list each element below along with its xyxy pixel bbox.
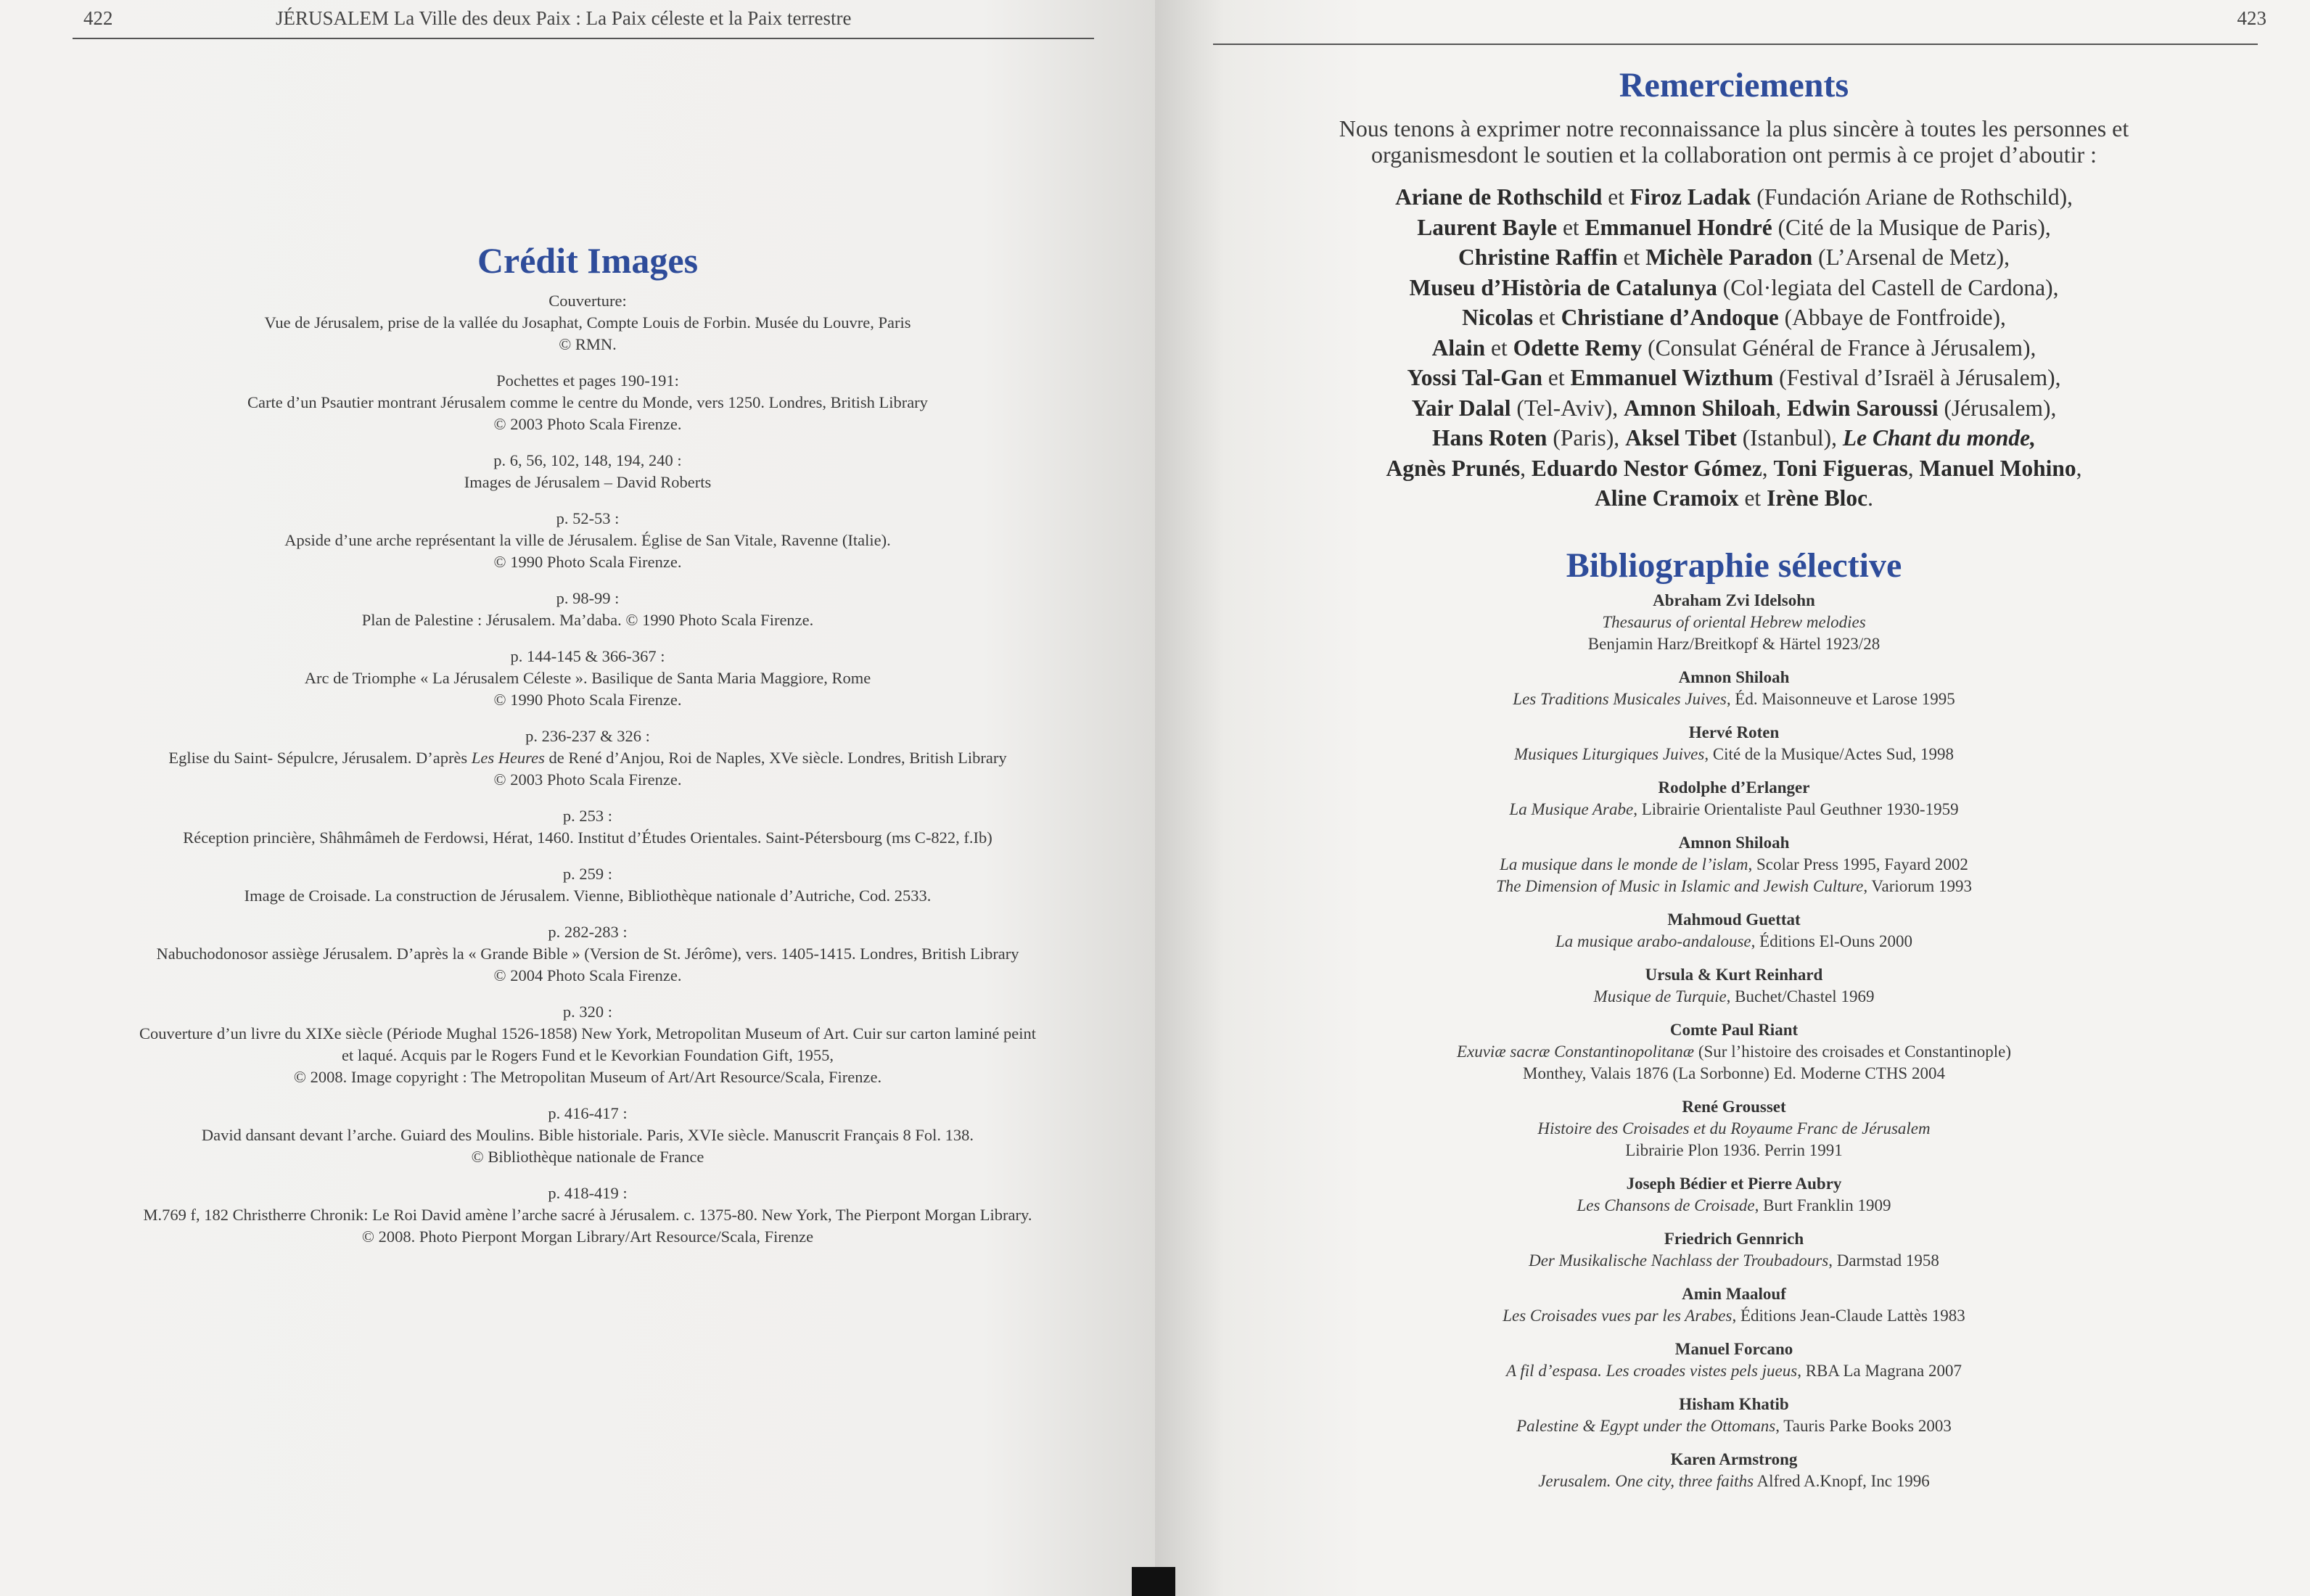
biblio-author: Hisham Khatib [1679,1395,1789,1413]
thanks-name: Yair Dalal [1411,395,1511,421]
credit-line: p. 144-145 & 366-367 : [510,647,665,665]
book-gutter [1132,1567,1175,1596]
biblio-author: Abraham Zvi Idelsohn [1653,591,1815,609]
thanks-name: Aksel Tibet [1625,425,1737,451]
thanks-row: Nicolas et Christiane d’Andoque (Abbaye de Fontfroide), [1462,305,2006,330]
biblio-reference: La Musique Arabe, Librairie Orientaliste Paul Geuthner 1930-1959 [1509,800,1959,818]
thanks-name: Odette Remy [1513,334,1643,361]
biblio-title: Thesaurus of oriental Hebrew melodies [1602,613,1866,631]
credit-line: Pochettes et pages 190-191: [496,371,679,390]
credit-line: p. 6, 56, 102, 148, 194, 240 : [493,451,682,469]
biblio-title: Exuviæ sacræ Constantinopolitanæ [1456,1042,1695,1061]
page-number-left: 422 [83,7,113,29]
credit-entry [73,1001,1103,1088]
credit-line: p. 236-237 & 326 : [525,727,650,745]
biblio-title: La musique arabo-andalouse [1555,932,1751,950]
biblio-reference: Les Traditions Musicales Juives, Éd. Maisonneuve et Larose 1995 [1513,690,1955,708]
thanks-name: Alain [1431,334,1486,361]
credit-line: Couverture: [548,292,627,310]
biblio-author: Friedrich Gennrich [1664,1230,1804,1248]
biblio-reference: Les Chansons de Croisade, Burt Franklin 1909 [1577,1196,1891,1214]
credit-line: p. 253 : [562,807,613,825]
biblio-title: Musiques Liturgiques Juives [1513,745,1705,763]
thanks-list [1233,182,2235,514]
credit-entry [73,805,1103,849]
credit-line: p. 282-283 : [548,923,628,941]
biblio-reference [1233,1118,2235,1140]
credit-images-title: Crédit Images [477,240,699,281]
remerciements-title: Remerciements [1619,66,1849,104]
biblio-entry [1233,832,2235,897]
credit-line: p. 418-419 : [548,1184,628,1202]
biblio-title: La musique dans le monde de l’islam [1500,855,1748,873]
biblio-reference: Musique de Turquie, Buchet/Chastel 1969 [1593,987,1875,1005]
credit-line: Images de Jérusalem – David Roberts [464,473,712,491]
credit-line: © 2003 Photo Scala Firenze. [493,770,682,789]
biblio-reference: La musique dans le monde de l’islam, Scolar Press 1995, Fayard 2002 [1500,855,1968,873]
biblio-reference: Der Musikalische Nachlass der Troubadours, Darmstad 1958 [1529,1251,1939,1270]
credit-line: Vue de Jérusalem, prise de la vallée du Josaphat, Compte Louis de Forbin. Musée du Louvre, Paris [264,313,911,332]
biblio-entry [1233,909,2235,953]
biblio-author: Ursula & Kurt Reinhard [1645,966,1823,984]
credit-line: p. 320 : [562,1003,613,1021]
biblio-author: Amnon Shiloah [1678,834,1790,852]
credit-line: Eglise du Saint- Sépulcre, Jérusalem. D’après Les Heures de René d’Anjou, Roi de Naples, XVe siècle. Londres, British Library [168,749,1007,767]
biblio-entry [1233,722,2235,765]
biblio-entry [1233,1096,2235,1161]
thanks-name: Museu d’Història de Catalunya [1409,274,1717,300]
biblio-title: Palestine & Egypt under the Ottomans [1516,1417,1776,1435]
biblio-entry [1233,1228,2235,1272]
credits-list [73,290,1103,1248]
biblio-title: The Dimension of Music in Islamic and Jewish Culture [1495,877,1864,895]
biblio-reference: Musiques Liturgiques Juives, Cité de la Musique/Actes Sud, 1998 [1513,745,1955,763]
credit-line: Image de Croisade. La construction de Jérusalem. Vienne, Bibliothèque nationale d’Autriche, Cod. 2533. [244,887,932,905]
biblio-author: Comte Paul Riant [1669,1021,1799,1039]
credit-entry [73,1103,1103,1168]
thanks-name: Eduardo Nestor Gómez [1531,455,1762,481]
biblio-entry [1233,1338,2235,1382]
credit-line: David dansant devant l’arche. Guiard des Moulins. Bible historiale. Paris, XVIe siècle. Manuscrit Français 8 Fol. 138. [201,1126,974,1144]
credit-entry [73,588,1103,631]
biblio-entry [1233,1394,2235,1437]
biblio-entry [1233,1449,2235,1492]
biblio-reference: A fil d’espasa. Les croades vistes pels jueus, RBA La Magrana 2007 [1506,1362,1962,1380]
credit-line: © Bibliothèque nationale de France [471,1148,704,1166]
credit-entry [73,508,1103,573]
thanks-name: Toni Figueras [1773,455,1908,481]
biblio-author: Karen Armstrong [1670,1450,1798,1468]
credit-entry [73,921,1103,987]
thanks-name: Christine Raffin [1458,244,1618,270]
biblio-title: A fil d’espasa. Les croades vistes pels jueus [1506,1362,1798,1380]
thanks-title: Le Chant du monde, [1842,425,2036,451]
credit-images-section [73,239,1103,1262]
thanks-row: Aline Cramoix et Irène Bloc. [1594,485,1874,511]
credit-line: © 2008. Image copyright : The Metropolitan Museum of Art/Art Resource/Scala, Firenze. [293,1068,882,1086]
thanks-row: Yair Dalal (Tel-Aviv), Amnon Shiloah, Edwin Saroussi (Jérusalem), [1411,395,2057,421]
thanks-row: Museu d’Història de Catalunya (Col·legiata del Castell de Cardona), [1409,274,2059,300]
credit-line: © 2003 Photo Scala Firenze. [493,415,682,433]
credit-line: Apside d’une arche représentant la ville de Jérusalem. Église de San Vitale, Ravenne (Italie). [284,531,891,549]
biblio-title: Les Chansons de Croisade [1577,1196,1755,1214]
credit-entry [73,863,1103,907]
credit-entry [73,450,1103,493]
thanks-name: Aline Cramoix [1594,485,1739,511]
credit-line: Couverture d’un livre du XIXe siècle (Période Mughal 1526-1858) New York, Metropolitan Museum of Art. Cuir sur carton laminé peint [139,1024,1036,1042]
thanks-name: Agnès Prunés [1386,455,1521,481]
credit-line: Plan de Palestine : Jérusalem. Ma’daba. © 1990 Photo Scala Firenze. [361,611,814,629]
remerciements-intro [1233,115,2235,168]
biblio-entry [1233,1019,2235,1085]
credit-entry [73,646,1103,711]
intro-line: Nous tenons à exprimer notre reconnaissance la plus sincère à toutes les personnes et [1339,115,2129,141]
credit-line: © 1990 Photo Scala Firenze. [493,553,682,571]
biblio-author: Amnon Shiloah [1678,668,1790,686]
bibliographie-section [1233,546,2235,1504]
credit-line: Carte d’un Psautier montrant Jérusalem comme le centre du Monde, vers 1250. Londres, British Library [247,393,928,411]
credit-line: et laqué. Acquis par le Rogers Fund et le Kevorkian Foundation Gift, 1955, [342,1046,834,1064]
biblio-author: Amin Maalouf [1682,1285,1786,1303]
thanks-name: Emmanuel Hondré [1584,214,1772,240]
credit-line: © 1990 Photo Scala Firenze. [493,691,682,709]
thanks-row: Ariane de Rothschild et Firoz Ladak (Fundación Ariane de Rothschild), [1395,184,2073,210]
biblio-author: Manuel Forcano [1674,1340,1793,1358]
biblio-title: La Musique Arabe [1509,800,1634,818]
thanks-name: Manuel Mohino [1919,455,2076,481]
credit-line: M.769 f, 182 Christherre Chronik: Le Roi David amène l’arche sacré à Jérusalem. c. 1375-80. New York, The Pierpont Morgan Library. [143,1206,1032,1224]
thanks-row: Yossi Tal-Gan et Emmanuel Wizthum (Festival d’Israël à Jérusalem), [1407,365,2061,390]
credit-line: p. 259 : [562,865,613,883]
biblio-reference: La musique arabo-andalouse, Éditions El-Ouns 2000 [1555,932,1912,950]
biblio-reference: Librairie Plon 1936. Perrin 1991 [1625,1141,1843,1159]
remerciements-section [1233,65,2235,514]
thanks-name: Amnon Shiloah [1624,395,1776,421]
biblio-reference: Palestine & Egypt under the Ottomans, Tauris Parke Books 2003 [1516,1417,1952,1435]
credit-line: p. 52-53 : [556,509,620,527]
biblio-title: Les Croisades vues par les Arabes [1503,1307,1732,1325]
biblio-author: René Grousset [1682,1098,1786,1116]
credit-line: p. 416-417 : [548,1104,628,1122]
thanks-name: Hans Roten [1432,425,1547,451]
biblio-reference: Monthey, Valais 1876 (La Sorbonne) Ed. Moderne CTHS 2004 [1523,1064,1945,1082]
thanks-name: Laurent Bayle [1417,214,1558,240]
credit-line: Nabuchodonosor assiège Jérusalem. D’après la « Grande Bible » (Version de St. Jérôme), vers. 1405-1415. Londres, British Library [156,945,1019,963]
thanks-name: Firoz Ladak [1629,184,1751,210]
biblio-title: Der Musikalische Nachlass der Troubadours [1529,1251,1829,1270]
biblio-reference: Benjamin Harz/Breitkopf & Härtel 1923/28 [1587,635,1881,653]
thanks-name: Edwin Saroussi [1786,395,1939,421]
thanks-name: Emmanuel Wizthum [1570,365,1774,390]
biblio-author: Joseph Bédier et Pierre Aubry [1626,1175,1842,1193]
biblio-entry [1233,777,2235,820]
biblio-list [1233,590,2235,1492]
bibliographie-title: Bibliographie sélective [1566,546,1902,585]
biblio-author: Mahmoud Guettat [1667,910,1801,929]
credit-line: Arc de Triomphe « La Jérusalem Céleste ». Basilique de Santa Maria Maggiore, Rome [304,669,871,687]
thanks-name: Yossi Tal-Gan [1407,365,1542,390]
header-rule-left [73,38,1094,39]
thanks-name: Irène Bloc [1767,485,1868,511]
thanks-name: Nicolas [1462,305,1534,330]
biblio-title: Histoire des Croisades et du Royaume Franc de Jérusalem [1537,1119,1931,1138]
credit-entry [73,290,1103,355]
biblio-author: Rodolphe d’Erlanger [1658,778,1810,797]
thanks-name: Ariane de Rothschild [1395,184,1603,210]
credit-line: Réception princière, Shâhmâmeh de Ferdowsi, Hérat, 1460. Institut d’Études Orientales. Saint-Pétersbourg (ms C-822, f.Ib) [183,828,992,847]
biblio-reference: Les Croisades vues par les Arabes, Éditions Jean-Claude Lattès 1983 [1503,1307,1965,1325]
thanks-name: Christiane d’Andoque [1561,305,1779,330]
running-head: JÉRUSALEM La Ville des deux Paix : La Paix céleste et la Paix terrestre [276,7,852,29]
intro-line: organismesdont le soutien et la collaboration ont permis à ce projet d’aboutir : [1370,141,2097,168]
thanks-row: Hans Roten (Paris), Aksel Tibet (Istanbul), Le Chant du monde, [1432,425,2036,451]
biblio-entry [1233,667,2235,710]
credit-line: © 2004 Photo Scala Firenze. [493,966,682,984]
credit-line: © RMN. [559,335,617,353]
biblio-title: Les Traditions Musicales Juives [1513,690,1727,708]
biblio-author: Hervé Roten [1688,723,1780,741]
thanks-row: Christine Raffin et Michèle Paradon (L’Arsenal de Metz), [1458,244,2010,270]
biblio-reference: Exuviæ sacræ Constantinopolitanæ (Sur l’histoire des croisades et Constantinople) [1456,1042,2012,1061]
biblio-entry [1233,590,2235,655]
biblio-entry [1233,964,2235,1008]
biblio-title: Jerusalem. One city, three faiths [1538,1472,1754,1490]
biblio-reference: The Dimension of Music in Islamic and Jewish Culture, Variorum 1993 [1495,877,1973,895]
biblio-entry [1233,1283,2235,1327]
thanks-row: Laurent Bayle et Emmanuel Hondré (Cité de la Musique de Paris), [1417,214,2051,240]
thanks-name: Michèle Paradon [1645,244,1813,270]
header-rule-right [1213,44,2258,45]
thanks-row: Alain et Odette Remy (Consulat Général de France à Jérusalem), [1431,334,2036,361]
credit-line: p. 98-99 : [556,589,620,607]
credit-italic-title: Les Heures [471,749,545,767]
thanks-row: Agnès Prunés, Eduardo Nestor Gómez, Toni Figueras, Manuel Mohino, [1386,455,2082,481]
biblio-entry [1233,1173,2235,1217]
credit-line: © 2008. Photo Pierpont Morgan Library/Art Resource/Scala, Firenze [361,1227,814,1246]
credit-entry [73,1182,1103,1248]
page-number-right: 423 [2237,7,2266,29]
biblio-reference: Jerusalem. One city, three faiths Alfred A.Knopf, Inc 1996 [1538,1472,1930,1490]
credit-entry [73,725,1103,791]
biblio-title: Musique de Turquie [1593,987,1727,1005]
credit-entry [73,370,1103,435]
biblio-reference [1233,612,2235,633]
